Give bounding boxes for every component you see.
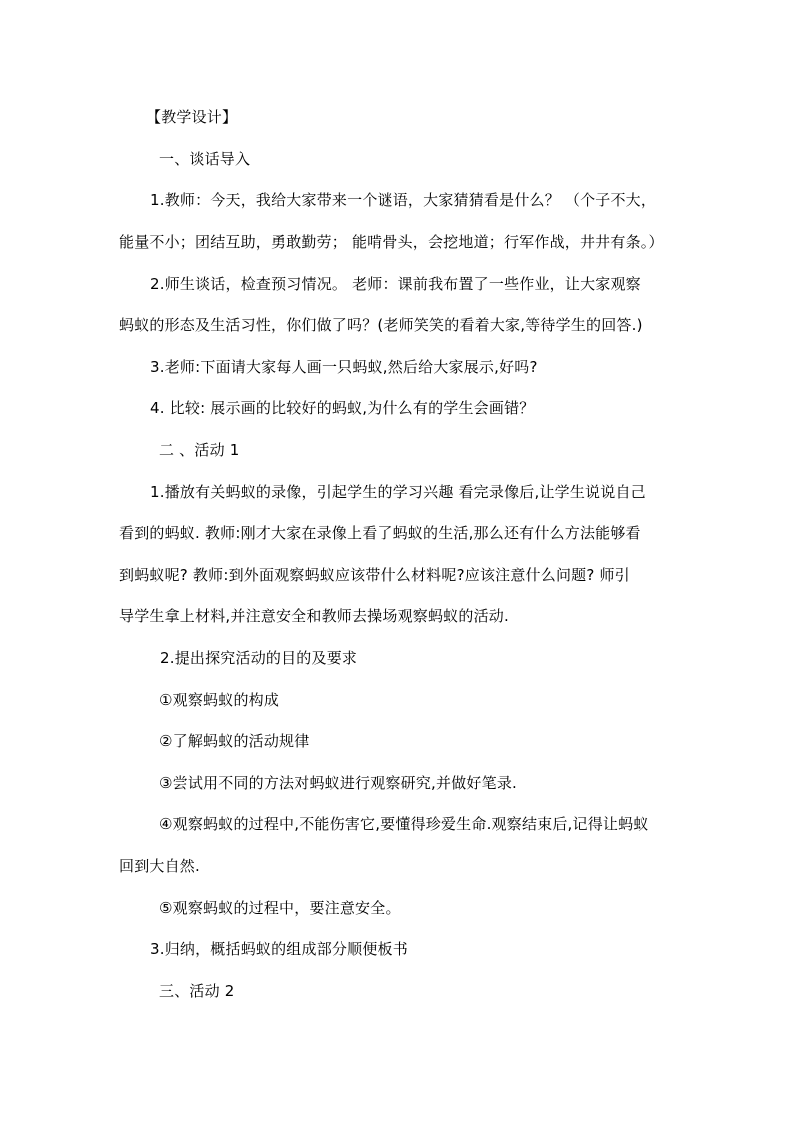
paragraph-2-line-2: 蚂蚁的形态及生活习性，你们做了吗？(老师笑笑的看着大家,等待学生的回答.): [119, 316, 643, 334]
section-title-2: 二 、活动 1: [159, 441, 240, 459]
paragraph-4: 4. 比较: 展示画的比较好的蚂蚁,为什么有的学生会画错？: [150, 399, 535, 417]
paragraph-2-line-1: 2.师生谈话，检查预习情况。 老师：课前我布置了一些作业，让大家观察: [150, 275, 641, 293]
document-heading: 【教学设计】: [146, 108, 238, 126]
list-item-4-line-1: ④观察蚂蚁的过程中,不能伤害它,要懂得珍爱生命.观察结束后,记得让蚂蚁: [159, 815, 649, 833]
list-item-2: ②了解蚂蚁的活动规律: [159, 732, 310, 750]
list-item-5: ⑤观察蚂蚁的过程中，要注意安全。: [159, 899, 401, 917]
paragraph-6: 2.提出探究活动的目的及要求: [160, 649, 358, 667]
paragraph-7: 3.归纳，概括蚂蚁的组成部分顺便板书: [150, 940, 408, 958]
list-item-1: ①观察蚂蚁的构成: [159, 691, 280, 709]
paragraph-5-line-2: 看到的蚂蚁. 教师:刚才大家在录像上看了蚂蚁的生活,那么还有什么方法能够看: [119, 524, 641, 542]
section-title-1: 一、谈话导入: [159, 150, 251, 168]
section-title-3: 三、活动 2: [159, 982, 235, 1000]
paragraph-1-line-1: 1.教师：今天，我给大家带来一个谜语，大家猜猜看是什么？ （个子不大，: [150, 191, 657, 209]
paragraph-5-line-3: 到蚂蚁呢? 教师:到外面观察蚂蚁应该带什么材料呢?应该注意什么问题? 师引: [119, 566, 630, 584]
list-item-4-line-2: 回到大自然.: [119, 857, 200, 875]
paragraph-3: 3.老师:下面请大家每人画一只蚂蚁,然后给大家展示,好吗?: [150, 358, 538, 376]
paragraph-5-line-4: 导学生拿上材料,并注意安全和教师去操场观察蚂蚁的活动.: [119, 607, 509, 625]
paragraph-1-line-2: 能量不小；团结互助，勇敢勤劳； 能啃骨头，会挖地道；行军作战，井井有条。）: [119, 233, 664, 251]
paragraph-5-line-1: 1.播放有关蚂蚁的录像，引起学生的学习兴趣 看完录像后,让学生说说自己: [150, 483, 646, 501]
list-item-3: ③尝试用不同的方法对蚂蚁进行观察研究,并做好笔录.: [159, 774, 517, 792]
